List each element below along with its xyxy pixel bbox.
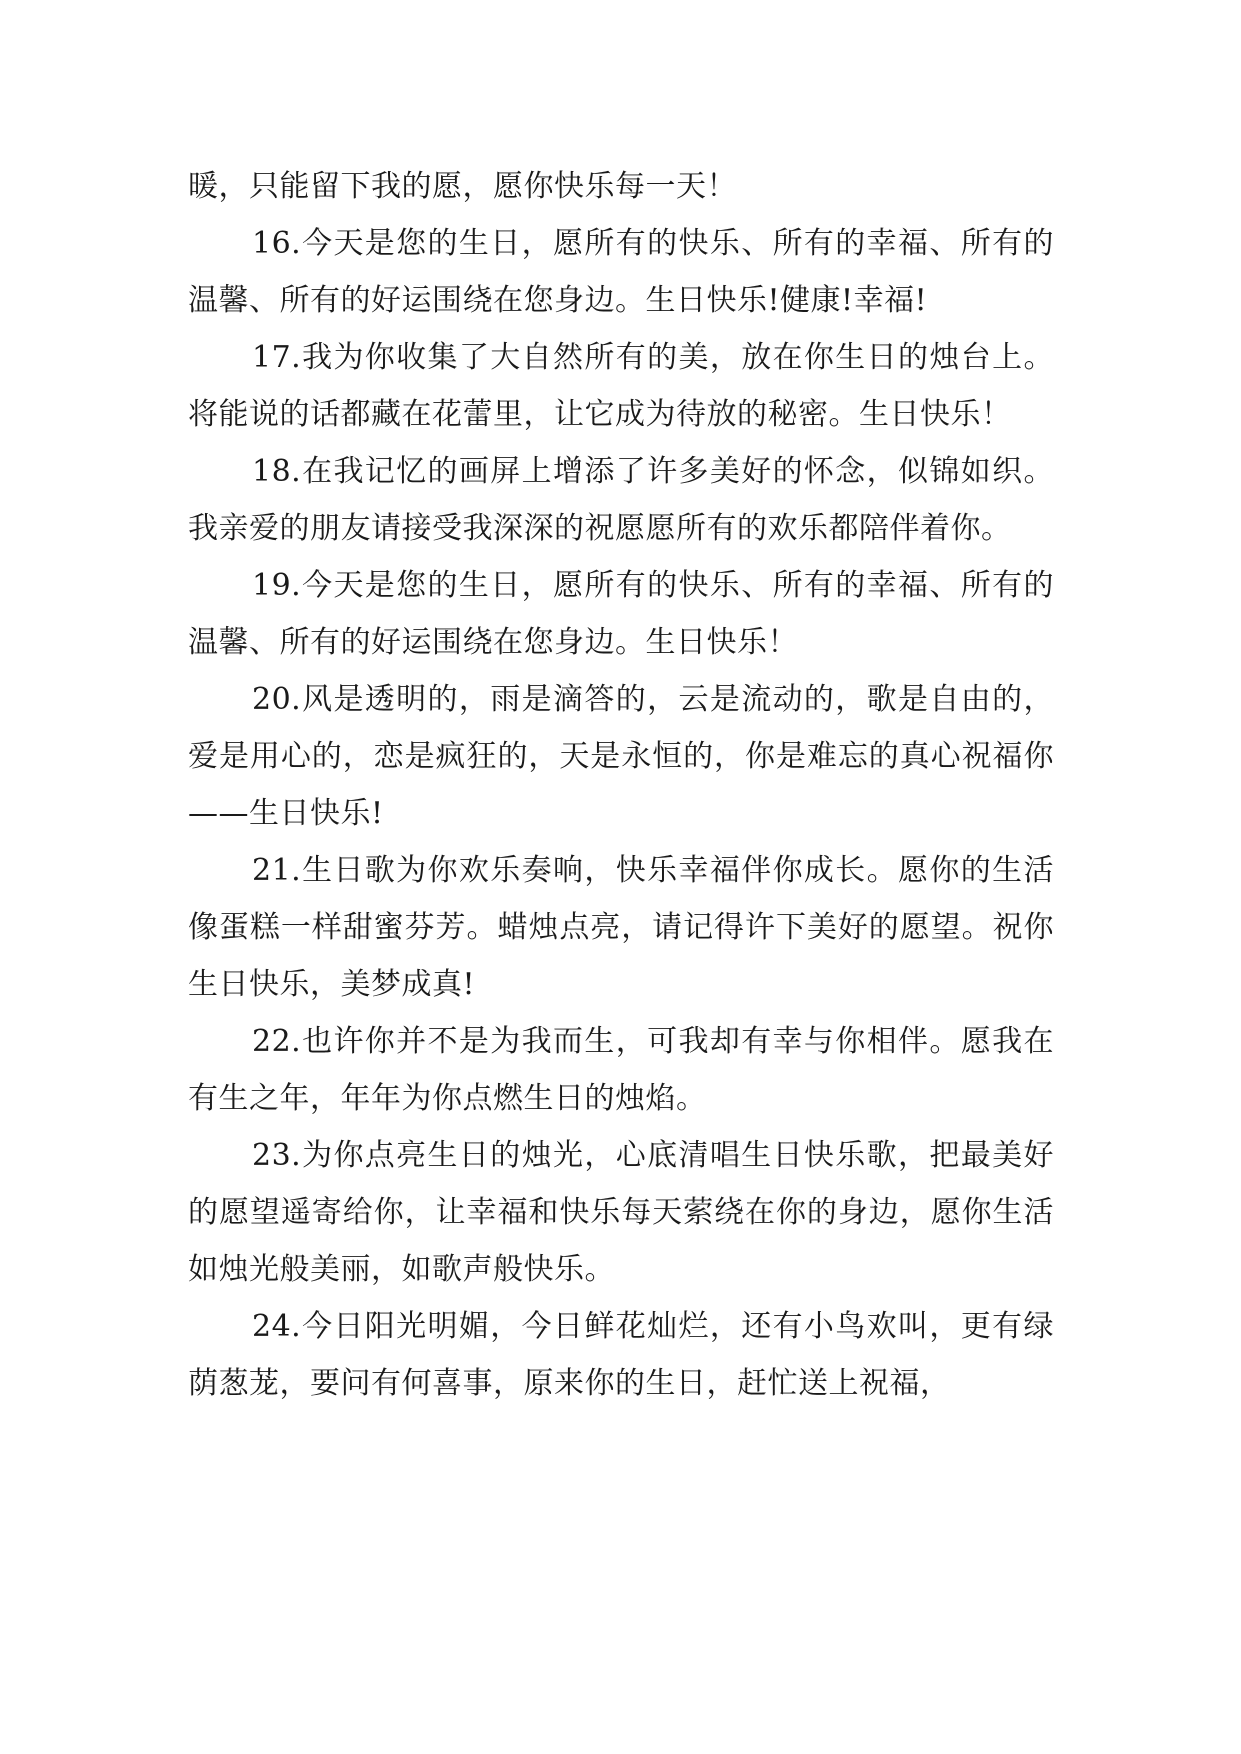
paragraph-wish-21: 21.生日歌为你欢乐奏响，快乐幸福伴你成长。愿你的生活像蛋糕一样甜蜜芬芳。蜡烛点亮，请记得许下美好的愿望。祝你生日快乐，美梦成真! xyxy=(188,853,1054,1002)
paragraph-continuation: 暖，只能留下我的愿，愿你快乐每一天！ xyxy=(188,169,737,204)
document-body xyxy=(188,158,1054,1412)
paragraph-wish-18: 18.在我记忆的画屏上增添了许多美好的怀念，似锦如织。我亲爱的朋友请接受我深深的祝愿愿所有的欢乐都陪伴着你。 xyxy=(188,454,1054,546)
paragraph-wish-17: 17.我为你收集了大自然所有的美，放在你生日的烛台上。将能说的话都藏在花蕾里，让它成为待放的秘密。生日快乐！ xyxy=(188,340,1054,432)
paragraph-wish-22: 22.也许你并不是为我而生，可我却有幸与你相伴。愿我在有生之年，年年为你点燃生日的烛焰。 xyxy=(188,1024,1054,1116)
paragraph-wish-20: 20.风是透明的，雨是滴答的，云是流动的，歌是自由的，爱是用心的，恋是疯狂的，天是永恒的，你是难忘的真心祝福你——生日快乐! xyxy=(188,682,1054,831)
paragraph-wish-23: 23.为你点亮生日的烛光，心底清唱生日快乐歌，把最美好的愿望遥寄给你，让幸福和快乐每天萦绕在你的身边，愿你生活如烛光般美丽，如歌声般快乐。 xyxy=(188,1138,1054,1287)
paragraph-wish-16: 16.今天是您的生日，愿所有的快乐、所有的幸福、所有的温馨、所有的好运围绕在您身边。生日快乐!健康!幸福! xyxy=(188,226,1054,318)
paragraph-wish-24: 24.今日阳光明媚，今日鲜花灿烂，还有小鸟欢叫，更有绿荫葱茏，要问有何喜事，原来你的生日，赶忙送上祝福， xyxy=(188,1309,1054,1401)
paragraph-wish-19: 19.今天是您的生日，愿所有的快乐、所有的幸福、所有的温馨、所有的好运围绕在您身边。生日快乐！ xyxy=(188,568,1054,660)
